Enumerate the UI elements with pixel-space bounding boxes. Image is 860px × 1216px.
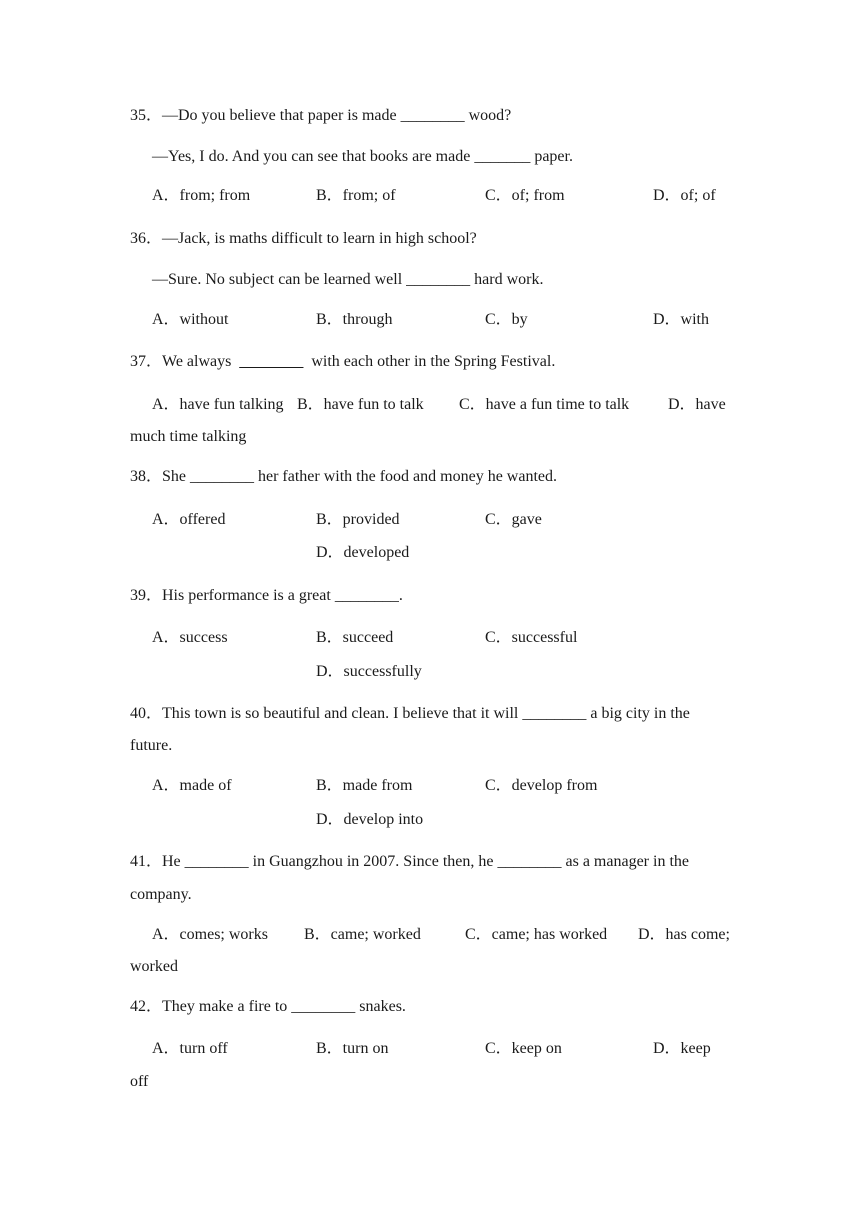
q38-stem: 38．She ________ her father with the food and money he wanted. — [130, 468, 558, 485]
q42-option-d: D．keep — [653, 1040, 711, 1057]
q36-option-b: B．through — [316, 311, 393, 328]
q42-wrap: off — [130, 1073, 149, 1090]
q40-option-a: A．made of — [152, 777, 232, 794]
q36-option-d: D．with — [653, 311, 710, 328]
q42-option-c: C．keep on — [485, 1040, 562, 1057]
q41-wrap2: worked — [130, 958, 178, 975]
q35-option-b: B．from; of — [316, 187, 396, 204]
q37-option-c: C．have a fun time to talk — [459, 396, 630, 413]
q37-option-d: D．have — [668, 396, 726, 413]
q42-stem: 42．They make a fire to ________ snakes. — [130, 998, 406, 1015]
q37-blank: ________ — [239, 353, 304, 370]
q42-option-b: B．turn on — [316, 1040, 389, 1057]
q35-option-a: A．from; from — [152, 187, 251, 204]
q38-option-a: A．offered — [152, 511, 226, 528]
q40-wrap: future. — [130, 737, 173, 754]
q36-option-a: A．without — [152, 311, 229, 328]
q41-wrap: company. — [130, 886, 192, 903]
q35-option-c: C．of; from — [485, 187, 565, 204]
q41-stem: 41．He ________ in Guangzhou in 2007. Since then, he ________ as a manager in the — [130, 853, 689, 870]
q37-stem-before: 37．We always — [130, 353, 232, 370]
q40-option-c: C．develop from — [485, 777, 598, 794]
q39-option-b: B．succeed — [316, 629, 394, 646]
q37-wrap: much time talking — [130, 428, 247, 445]
q41-option-d: D．has come; — [638, 926, 730, 943]
q38-option-c: C．gave — [485, 511, 542, 528]
q35-option-d: D．of; of — [653, 187, 716, 204]
q36-line2: —Sure. No subject can be learned well ________ hard work. — [152, 271, 544, 288]
q37-option-b: B．have fun to talk — [297, 396, 424, 413]
q37-option-a: A．have fun talking — [152, 396, 284, 413]
q42-option-a: A．turn off — [152, 1040, 228, 1057]
q40-option-d: D．develop into — [316, 811, 424, 828]
q37-stem-after: with each other in the Spring Festival. — [311, 353, 556, 370]
q41-option-b: B．came; worked — [304, 926, 421, 943]
q36-stem: 36．—Jack, is maths difficult to learn in high school? — [130, 230, 477, 247]
q39-stem: 39．His performance is a great ________. — [130, 587, 403, 604]
q40-option-b: B．made from — [316, 777, 413, 794]
q39-option-d: D．successfully — [316, 663, 422, 680]
q35-line2: —Yes, I do. And you can see that books are made _______ paper. — [152, 148, 573, 165]
q39-option-c: C．successful — [485, 629, 578, 646]
q41-option-c: C．came; has worked — [465, 926, 608, 943]
q41-option-a: A．comes; works — [152, 926, 268, 943]
q36-option-c: C．by — [485, 311, 528, 328]
q35-stem: 35．—Do you believe that paper is made ________ wood? — [130, 107, 512, 124]
q37-stem — [130, 352, 555, 372]
q38-option-b: B．provided — [316, 511, 400, 528]
q40-stem: 40．This town is so beautiful and clean. I believe that it will ________ a big city in the — [130, 705, 690, 722]
q39-option-a: A．success — [152, 629, 228, 646]
q38-option-d: D．developed — [316, 544, 410, 561]
